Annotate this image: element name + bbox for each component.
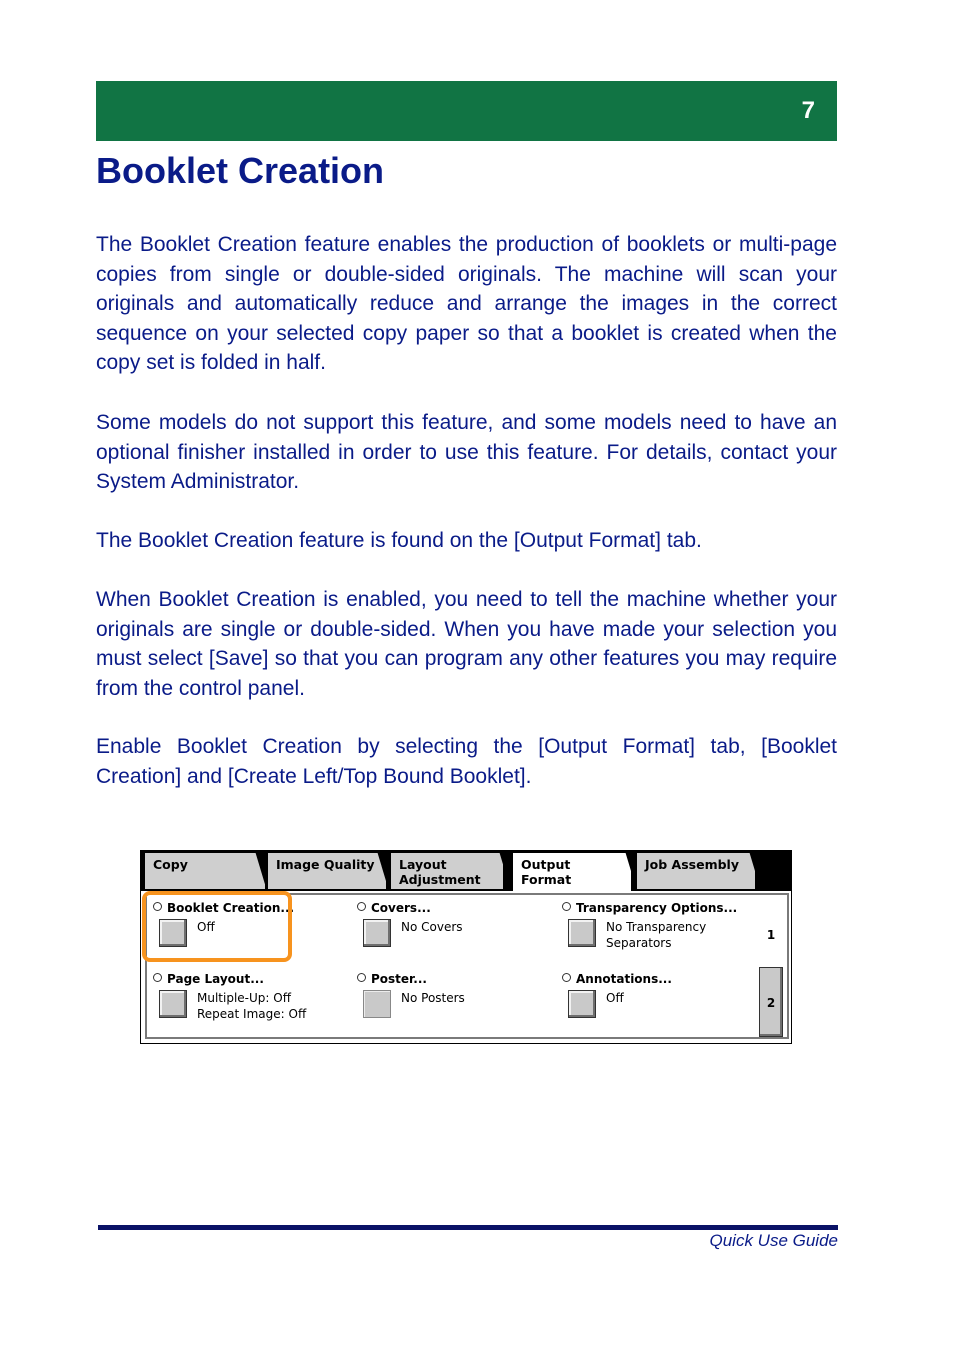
header-bar bbox=[96, 81, 837, 141]
option-value: Off bbox=[606, 991, 624, 1005]
option-title: Transparency Options... bbox=[576, 901, 738, 915]
radio-icon bbox=[562, 902, 571, 911]
option-value: No Posters bbox=[401, 991, 465, 1005]
option-value bbox=[197, 990, 306, 1022]
paragraph-intro: The Booklet Creation feature enables the production of booklets or multi-page copies from single or double-sided originals. The machine will scan your originals and automatically reduce and arrange the images in the correct sequence on your selected copy paper so that a booklet is created when the copy set is folded in half. bbox=[96, 233, 837, 374]
tab-layout-adjustment[interactable]: Layout Adjustment bbox=[391, 853, 503, 889]
radio-icon bbox=[153, 973, 162, 982]
poster-button[interactable] bbox=[363, 990, 391, 1018]
transparency-button[interactable] bbox=[568, 919, 596, 947]
option-title: Annotations... bbox=[576, 972, 672, 986]
page-title: Booklet Creation bbox=[96, 150, 385, 191]
page-layout-button[interactable] bbox=[159, 990, 187, 1018]
paragraph-models: Some models do not support this feature, and some models need to have an optional finisher installed in order to use this feature. For details, contact your System Administrator. bbox=[96, 411, 837, 493]
option-poster[interactable] bbox=[357, 972, 547, 1032]
page-tab-2[interactable]: 2 bbox=[759, 967, 783, 1037]
value-line: Separators bbox=[606, 936, 672, 950]
footer-text: Quick Use Guide bbox=[709, 1231, 838, 1250]
value-line: Repeat Image: Off bbox=[197, 1007, 307, 1021]
option-title: Booklet Creation... bbox=[167, 901, 295, 915]
option-transparency[interactable] bbox=[562, 901, 752, 959]
paragraph-location: The Booklet Creation feature is found on the [Output Format] tab. bbox=[96, 529, 702, 552]
radio-icon bbox=[562, 973, 571, 982]
radio-icon bbox=[357, 973, 366, 982]
option-page-layout[interactable] bbox=[153, 972, 343, 1032]
option-title: Covers... bbox=[371, 901, 431, 915]
footer-rule bbox=[98, 1225, 838, 1230]
option-value bbox=[606, 919, 706, 951]
highlight-frame bbox=[142, 891, 295, 962]
option-title: Poster... bbox=[371, 972, 427, 986]
tab-strip bbox=[141, 851, 791, 891]
paragraph-enabled: When Booklet Creation is enabled, you need to tell the machine whether your originals are single or double-sided. When you have made your selection you must select [Save] so that you can program any other features you may require from the control panel. bbox=[96, 588, 837, 700]
tab-copy[interactable]: Copy bbox=[145, 853, 265, 889]
option-value: Off bbox=[197, 920, 215, 934]
option-annotations[interactable] bbox=[562, 972, 752, 1032]
annotations-button[interactable] bbox=[568, 990, 596, 1018]
value-line: Multiple-Up: Off bbox=[197, 991, 291, 1005]
option-value: No Covers bbox=[401, 920, 463, 934]
tab-image-quality[interactable]: Image Quality bbox=[268, 853, 386, 889]
option-covers[interactable] bbox=[357, 901, 547, 959]
tab-job-assembly[interactable]: Job Assembly bbox=[637, 853, 755, 889]
radio-icon bbox=[357, 902, 366, 911]
paragraph-instructions: Enable Booklet Creation by selecting the [Output Format] tab, [Booklet Creation] and [Create Left/Top Bound Booklet]. bbox=[96, 735, 837, 788]
page-tab-1[interactable]: 1 bbox=[766, 928, 776, 942]
page-number: 7 bbox=[801, 97, 815, 124]
tab-output-format[interactable]: Output Format bbox=[513, 853, 631, 893]
value-line: No Transparency bbox=[606, 920, 707, 934]
option-title: Page Layout... bbox=[167, 972, 264, 986]
covers-button[interactable] bbox=[363, 919, 391, 947]
